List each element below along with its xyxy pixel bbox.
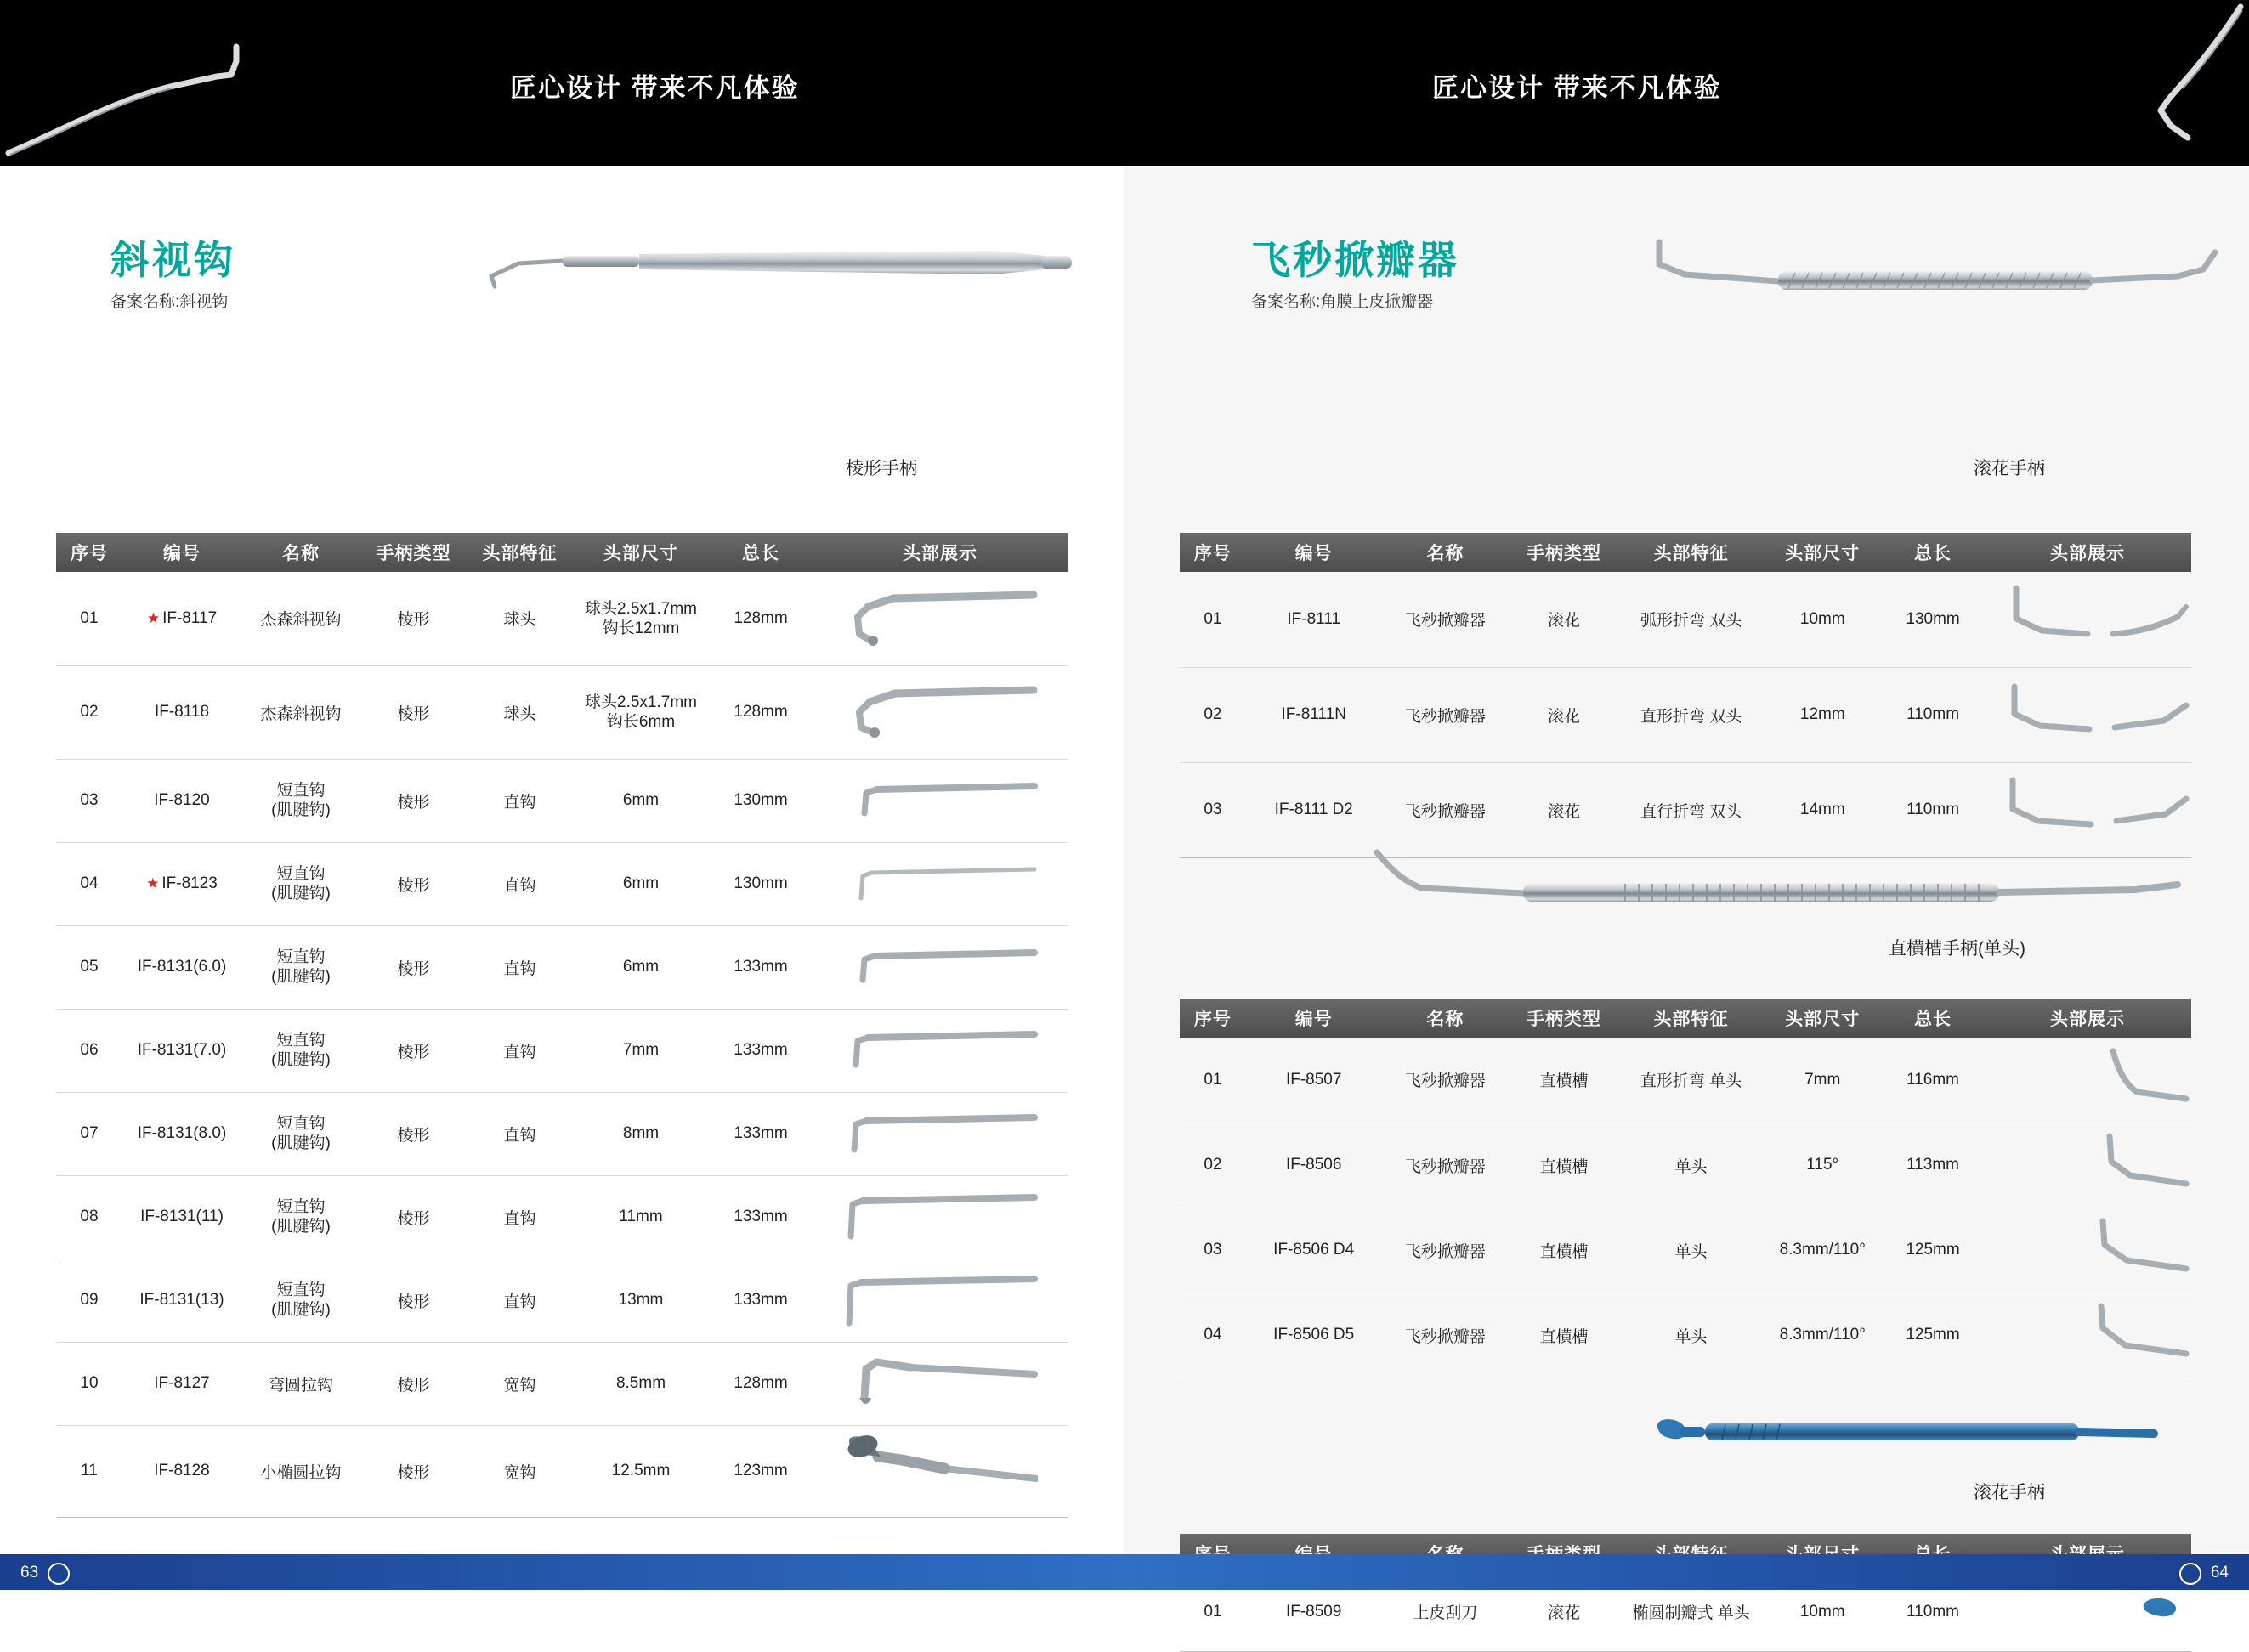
cell-name: 飞秒掀瓣器	[1382, 762, 1510, 857]
cell-length: 110mm	[1882, 1573, 1984, 1651]
col-code: 编号	[1246, 999, 1382, 1038]
cell-length: 110mm	[1882, 762, 1984, 857]
col-handle: 手柄类型	[1509, 533, 1619, 572]
table-row	[1180, 667, 2191, 762]
cell-size: 球头2.5x1.7mm 钩长12mm	[573, 572, 709, 665]
cell-size: 6mm	[573, 759, 709, 842]
cell-code: IF-8507	[1246, 1038, 1382, 1123]
cell-code: ★ IF-8123	[122, 842, 241, 925]
femto-flap-table-1	[1180, 533, 2191, 858]
cell-size: 10mm	[1763, 1573, 1882, 1651]
col-preview: 头部展示	[1984, 999, 2191, 1038]
cell-handle: 滚花	[1509, 1573, 1619, 1651]
cell-no: 02	[1180, 1123, 1246, 1208]
cell-size: 8mm	[573, 1092, 709, 1175]
cell-size: 12mm	[1763, 667, 1882, 762]
table-row	[56, 1425, 1068, 1517]
cell-handle: 棱形	[360, 572, 467, 665]
right-section-title: 飞秒掀瓣器	[1251, 238, 1459, 282]
cell-feature: 单头	[1619, 1123, 1763, 1208]
cell-name: 飞秒掀瓣器	[1382, 572, 1510, 667]
cell-feature: 直钩	[467, 1175, 573, 1259]
instrument-hook-straight-7	[842, 1022, 1038, 1078]
blue-knurled-handle-illustration	[1651, 1415, 2178, 1474]
right-footer-circle	[2179, 1563, 2201, 1585]
cell-handle: 滚花	[1509, 572, 1619, 667]
cell-name: 短直钩 (肌腱钩)	[241, 1175, 360, 1259]
cell-no: 05	[56, 925, 122, 1009]
slogan-left: 匠心设计 带来不凡体验	[510, 73, 800, 103]
cell-code: IF-8131(8.0)	[122, 1092, 241, 1175]
cell-feature: 单头	[1619, 1293, 1763, 1378]
cell-length: 133mm	[709, 1092, 813, 1175]
decorative-instrument-left	[0, 8, 280, 161]
cell-no: 11	[56, 1425, 122, 1517]
left-section-subtitle: 备案名称:斜视钩	[110, 293, 229, 311]
table-row	[1180, 1293, 2191, 1378]
left-section-title: 斜视钩	[110, 238, 235, 282]
cell-handle: 棱形	[360, 665, 467, 759]
right-handle-label-3: 滚花手柄	[1974, 1483, 2045, 1502]
cell-preview	[813, 1175, 1068, 1259]
instrument-single-bend	[1986, 1046, 2190, 1114]
right-handle-label-1: 滚花手柄	[1974, 459, 2045, 478]
cell-no: 10	[56, 1342, 122, 1425]
cell-preview	[813, 925, 1068, 1009]
cell-code: IF-8128	[122, 1425, 241, 1517]
col-preview: 头部展示	[813, 533, 1068, 572]
cell-no: 09	[56, 1259, 122, 1342]
cell-code: IF-8131(7.0)	[122, 1009, 241, 1092]
col-name: 名称	[1382, 999, 1510, 1038]
cell-size: 8.3mm/110°	[1763, 1293, 1882, 1378]
instrument-hook-straight-thin	[842, 856, 1038, 912]
cell-length: 130mm	[709, 759, 813, 842]
cell-size: 10mm	[1763, 572, 1882, 667]
cell-size: 8.3mm/110°	[1763, 1208, 1882, 1293]
table-row	[1180, 762, 2191, 857]
cell-handle: 棱形	[360, 1425, 467, 1517]
cell-preview	[1984, 1123, 2191, 1208]
instrument-double-straight2	[1986, 772, 2190, 848]
col-feature: 头部特征	[467, 533, 573, 572]
left-handle-label: 棱形手柄	[846, 459, 917, 478]
table-row	[56, 1342, 1068, 1425]
left-page-number: 63	[20, 1564, 39, 1581]
cell-preview	[813, 1425, 1068, 1517]
star-icon: ★	[146, 875, 160, 891]
cell-code: IF-8506 D4	[1246, 1208, 1382, 1293]
cell-no: 06	[56, 1009, 122, 1092]
cell-preview	[1984, 762, 2191, 857]
table-row	[56, 925, 1068, 1009]
cell-feature: 直行折弯 双头	[1619, 762, 1764, 857]
cell-no: 01	[1180, 572, 1246, 667]
cell-code: IF-8127	[122, 1342, 241, 1425]
table-row	[56, 759, 1068, 842]
cell-no: 03	[1180, 1208, 1246, 1293]
cell-length: 125mm	[1882, 1293, 1984, 1378]
table-row	[56, 572, 1068, 665]
cell-length: 113mm	[1882, 1123, 1984, 1208]
cell-feature: 椭圆制瓣式 单头	[1619, 1573, 1764, 1651]
instrument-retractor-round	[842, 1352, 1038, 1415]
table-row	[56, 1092, 1068, 1175]
cell-length: 110mm	[1882, 667, 1984, 762]
cell-no: 01	[1180, 1038, 1246, 1123]
cell-handle: 棱形	[360, 759, 467, 842]
prism-handle-illustration	[484, 242, 1079, 310]
femto-flap-table-2	[1180, 999, 2191, 1378]
cell-handle: 棱形	[360, 1342, 467, 1425]
table-row	[1180, 1208, 2191, 1293]
col-size: 头部尺寸	[1763, 999, 1882, 1038]
cell-preview	[813, 759, 1068, 842]
cell-size: 球头2.5x1.7mm 钩长6mm	[573, 665, 709, 759]
right-page	[1124, 166, 2249, 1623]
instrument-hook-ball-long	[842, 585, 1038, 653]
instrument-single-115	[1986, 1131, 2190, 1199]
grooved-handle-illustration	[1370, 846, 2186, 914]
cell-preview	[813, 572, 1068, 665]
cell-feature: 球头	[467, 572, 573, 665]
cell-preview	[813, 1342, 1068, 1425]
cell-no: 01	[56, 572, 122, 665]
cell-handle: 棱形	[360, 1092, 467, 1175]
table-row	[56, 665, 1068, 759]
cell-handle: 滚花	[1509, 667, 1619, 762]
cell-feature: 单头	[1619, 1208, 1763, 1293]
col-no: 序号	[56, 533, 122, 572]
col-no: 序号	[1180, 999, 1246, 1038]
col-size: 头部尺寸	[1763, 533, 1882, 572]
cell-feature: 直形折弯 单头	[1619, 1038, 1763, 1123]
cell-name: 弯圆拉钩	[241, 1342, 360, 1425]
col-preview: 头部展示	[1984, 533, 2191, 572]
table-row	[56, 1259, 1068, 1342]
cell-name: 上皮刮刀	[1382, 1573, 1510, 1651]
instrument-double-straight	[1986, 676, 2190, 753]
table-header-row	[1180, 999, 2191, 1038]
cell-handle: 直横槽	[1509, 1293, 1619, 1378]
cell-preview	[1984, 667, 2191, 762]
cell-name: 短直钩 (肌腱钩)	[241, 1092, 360, 1175]
cell-preview	[813, 1009, 1068, 1092]
left-footer-circle	[48, 1563, 70, 1585]
cell-preview	[1984, 572, 2191, 667]
table-row	[1180, 1123, 2191, 1208]
cell-preview	[1984, 1293, 2191, 1378]
table-header-row	[1180, 533, 2191, 572]
cell-name: 小椭圆拉钩	[241, 1425, 360, 1517]
instrument-hook-straight-6	[842, 772, 1038, 829]
col-feature: 头部特征	[1619, 999, 1763, 1038]
cell-preview	[813, 665, 1068, 759]
cell-length: 123mm	[709, 1425, 813, 1517]
cell-handle: 直横槽	[1509, 1208, 1619, 1293]
table-row	[1180, 572, 2191, 667]
cell-feature: 直钩	[467, 925, 573, 1009]
cell-length: 133mm	[709, 925, 813, 1009]
cell-feature: 直钩	[467, 1092, 573, 1175]
cell-no: 07	[56, 1092, 122, 1175]
cell-handle: 直横槽	[1509, 1123, 1619, 1208]
cell-size: 8.5mm	[573, 1342, 709, 1425]
cell-code: IF-8131(13)	[122, 1259, 241, 1342]
cell-no: 03	[56, 759, 122, 842]
decorative-instrument-right	[1969, 0, 2249, 166]
cell-length: 125mm	[1882, 1208, 1984, 1293]
cell-name: 飞秒掀瓣器	[1382, 667, 1510, 762]
instrument-double-curve	[1986, 581, 2190, 658]
col-length: 总长	[1882, 999, 1984, 1038]
cell-feature: 直钩	[467, 1009, 573, 1092]
cell-handle: 棱形	[360, 1175, 467, 1259]
cell-code: IF-8111 D2	[1246, 762, 1382, 857]
cell-no: 04	[56, 842, 122, 925]
cell-size: 13mm	[573, 1259, 709, 1342]
cell-name: 飞秒掀瓣器	[1382, 1293, 1510, 1378]
col-length: 总长	[1882, 533, 1984, 572]
cell-no: 03	[1180, 762, 1246, 857]
cell-preview	[1984, 1038, 2191, 1123]
col-handle: 手柄类型	[1509, 999, 1619, 1038]
cell-handle: 棱形	[360, 1259, 467, 1342]
cell-preview	[813, 1259, 1068, 1342]
cell-length: 130mm	[709, 842, 813, 925]
table-row	[56, 1175, 1068, 1259]
cell-code: IF-8506 D5	[1246, 1293, 1382, 1378]
right-handle-label-2: 直横槽手柄(单头)	[1889, 939, 2025, 959]
col-code: 编号	[1246, 533, 1382, 572]
cell-code: IF-8509	[1246, 1573, 1382, 1651]
left-footer-bar	[0, 1554, 1124, 1590]
right-page-number: 64	[2210, 1564, 2229, 1581]
knurled-handle-illustration-1	[1651, 227, 2229, 303]
cell-size: 11mm	[573, 1175, 709, 1259]
instrument-hook-straight-13	[842, 1269, 1038, 1332]
table-row	[1180, 1038, 2191, 1123]
cell-code: IF-8111	[1246, 572, 1382, 667]
cell-size: 6mm	[573, 842, 709, 925]
cell-no: 01	[1180, 1573, 1246, 1651]
cell-length: 128mm	[709, 665, 813, 759]
cell-length: 116mm	[1882, 1038, 1984, 1123]
slogan-right: 匠心设计 带来不凡体验	[1432, 73, 1722, 103]
cell-name: 飞秒掀瓣器	[1382, 1038, 1510, 1123]
col-handle: 手柄类型	[360, 533, 467, 572]
cell-name: 短直钩 (肌腱钩)	[241, 925, 360, 1009]
cell-name: 短直钩 (肌腱钩)	[241, 1259, 360, 1342]
cell-code: IF-8120	[122, 759, 241, 842]
cell-feature: 直钩	[467, 759, 573, 842]
col-feature: 头部特征	[1619, 533, 1764, 572]
cell-length: 130mm	[1882, 572, 1984, 667]
cell-size: 115°	[1763, 1123, 1882, 1208]
col-size: 头部尺寸	[573, 533, 709, 572]
top-banner	[0, 0, 2249, 166]
cell-handle: 直横槽	[1509, 1038, 1619, 1123]
cell-length: 133mm	[709, 1175, 813, 1259]
epithelial-scraper-table	[1180, 1534, 2191, 1652]
table-row	[56, 1009, 1068, 1092]
cell-handle: 棱形	[360, 925, 467, 1009]
table-row	[56, 842, 1068, 925]
cell-name: 短直钩 (肌腱钩)	[241, 842, 360, 925]
cell-no: 02	[1180, 667, 1246, 762]
cell-size: 7mm	[573, 1009, 709, 1092]
left-page	[0, 166, 1124, 1590]
cell-feature: 直形折弯 双头	[1619, 667, 1764, 762]
table-header-row	[56, 533, 1068, 572]
cell-length: 128mm	[709, 1342, 813, 1425]
col-no: 序号	[1180, 533, 1246, 572]
cell-handle: 棱形	[360, 1009, 467, 1092]
cell-handle: 棱形	[360, 842, 467, 925]
cell-size: 7mm	[1763, 1038, 1882, 1123]
cell-size: 12.5mm	[573, 1425, 709, 1517]
cell-size: 6mm	[573, 925, 709, 1009]
cell-no: 08	[56, 1175, 122, 1259]
cell-length: 128mm	[709, 572, 813, 665]
cell-size: 14mm	[1763, 762, 1882, 857]
col-name: 名称	[241, 533, 360, 572]
instrument-single-d4	[1986, 1216, 2190, 1284]
cell-length: 133mm	[709, 1259, 813, 1342]
cell-code: IF-8111N	[1246, 667, 1382, 762]
strabismus-hook-table	[56, 533, 1068, 1518]
instrument-retractor-oval	[842, 1434, 1038, 1508]
instrument-hook-straight-11	[842, 1187, 1038, 1247]
cell-name: 短直钩 (肌腱钩)	[241, 759, 360, 842]
cell-feature: 直钩	[467, 1259, 573, 1342]
cell-feature: 宽钩	[467, 1342, 573, 1425]
cell-name: 飞秒掀瓣器	[1382, 1123, 1510, 1208]
cell-length: 133mm	[709, 1009, 813, 1092]
cell-no: 04	[1180, 1293, 1246, 1378]
cell-name: 短直钩 (肌腱钩)	[241, 1009, 360, 1092]
cell-feature: 弧形折弯 双头	[1619, 572, 1764, 667]
right-section-subtitle: 备案名称:角膜上皮掀瓣器	[1251, 293, 1434, 311]
cell-feature: 直钩	[467, 842, 573, 925]
instrument-single-d5	[1986, 1301, 2190, 1369]
cell-handle: 滚花	[1509, 762, 1619, 857]
instrument-hook-straight-6b	[842, 939, 1038, 995]
cell-feature: 球头	[467, 665, 573, 759]
col-name: 名称	[1382, 533, 1510, 572]
cell-feature: 宽钩	[467, 1425, 573, 1517]
col-code: 编号	[122, 533, 241, 572]
cell-code: IF-8118	[122, 665, 241, 759]
cell-name: 杰森斜视钩	[241, 665, 360, 759]
instrument-blue-scraper	[1986, 1591, 2190, 1633]
cell-code: IF-8506	[1246, 1123, 1382, 1208]
instrument-hook-straight-8	[842, 1106, 1038, 1162]
cell-code: IF-8131(6.0)	[122, 925, 241, 1009]
cell-code: ★ IF-8117	[122, 572, 241, 665]
col-length: 总长	[709, 533, 813, 572]
cell-name: 杰森斜视钩	[241, 572, 360, 665]
cell-code: IF-8131(11)	[122, 1175, 241, 1259]
cell-name: 飞秒掀瓣器	[1382, 1208, 1510, 1293]
instrument-hook-ball-short	[842, 678, 1038, 746]
cell-no: 02	[56, 665, 122, 759]
cell-preview	[1984, 1208, 2191, 1293]
cell-preview	[813, 1092, 1068, 1175]
cell-preview	[813, 842, 1068, 925]
right-footer-bar	[1124, 1554, 2249, 1590]
star-icon: ★	[146, 609, 161, 626]
